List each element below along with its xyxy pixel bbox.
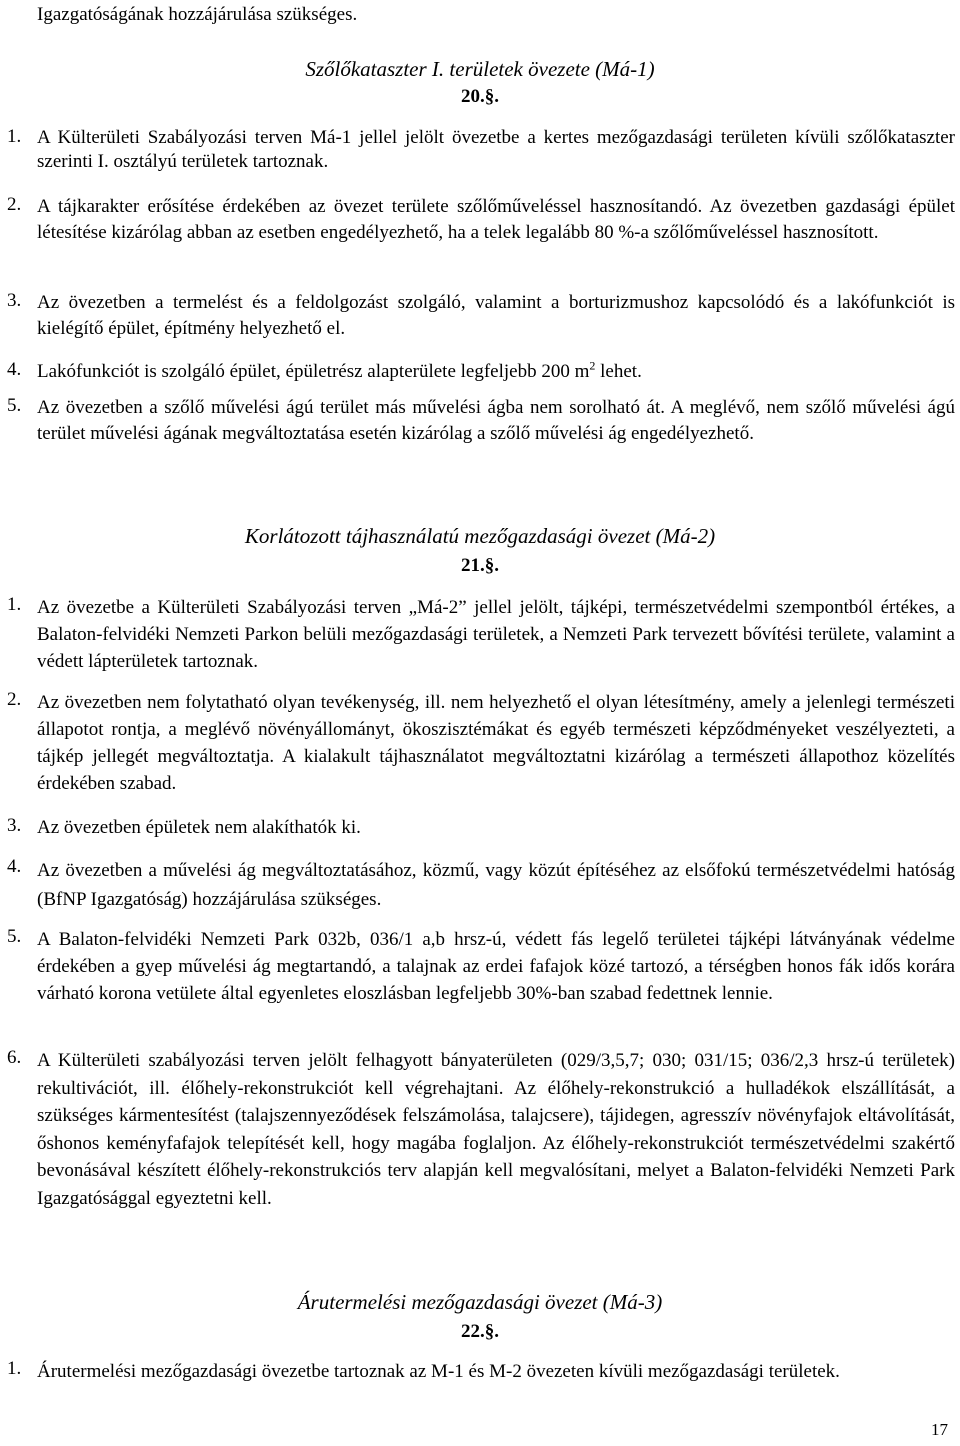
section-title: Korlátozott tájhasználatú mezőgazdasági övezet (Má-2) <box>244 524 716 548</box>
list-item <box>7 395 955 447</box>
item-text: A Külterületi szabályozási terven jelölt felhagyott bányaterületen (029/3,5,7; 030; 031/15; 036/2,3 hrsz-ú területek) rekultivációt, ill. élőhely-rekonstrukciót kell végrehajtani. Az élőhely-rekonstrukció a hulladékok elszállítását, a szükséges kármentesítést (talajszennyeződések felszámolása, talajcsere), tájidegen, agresszív növényfajok eltávolítását, őshonos keményfafajok telepítését kell, hogy magába foglaljon. Az élőhely-rekonstrukciót természetvédelmi szakértő bevonásával készített élőhely-rekonstrukciós terv alapján kell megvalósítani, melyet a Balaton-felvidéki Nemzeti Park Igazgatósággal egyeztetni kell. <box>37 1050 955 1209</box>
item-number: 2. <box>7 689 22 710</box>
item-number: 1. <box>7 594 22 615</box>
list-item <box>7 926 955 1007</box>
item-number: 6. <box>7 1047 22 1068</box>
item-text: Lakófunkciót is szolgáló épület, épületrész alapterülete legfeljebb 200 $m^2$ lehet. <box>37 358 642 382</box>
section-number: 20.§. <box>461 86 499 107</box>
item-text: Az övezetben a művelési ág megváltoztatásához, közmű, vagy közút építéséhez az elsőfokú természetvédelmi hatóság (BfNP Igazgatóság) hozzájárulása szükséges. <box>37 860 955 910</box>
item-text: A Balaton-felvidéki Nemzeti Park 032b, 036/1 a,b hrsz-ú, védett fás legelő területei tájképi látványának védelme érdekében a gyep művelési ág megtartandó, a talajnak az erdei fafajok közé tartozó, a térségben honos fák idős korára várható korona vetülete által egyenletes eloszlásban legfeljebb 30%-ban szabad fedettnek lennie. <box>37 929 955 1004</box>
page-number: 17 <box>931 1420 948 1439</box>
item-number: 1. <box>7 126 22 147</box>
item-text: A tájkarakter erősítése érdekében az övezet területe szőlőműveléssel hasznosítandó. Az övezetben gazdasági épület létesítése kizárólag abban az esetben engedélyezhető, ha a telek legalább 80 %-a szőlőműveléssel hasznosított. <box>37 196 955 243</box>
item-text: Az övezetbe a Külterületi Szabályozási terven „Má-2” jellel jelölt, tájképi, természetvédelmi szempontból értékes, a Balaton-felvidéki Nemzeti Parkon belüli mezőgazdasági területek, a Nemzeti Park tervezett bővítési területe, valamint a védett lápterületek tartoznak. <box>37 597 955 672</box>
continuation-line: Igazgatóságának hozzájárulása szükséges. <box>37 4 358 25</box>
item-text: A Külterületi Szabályozási terven Má-1 jellel jelölt övezetbe a kertes mezőgazdasági területen kívüli szőlőkataszter szerinti I. osztályú területek tartoznak. <box>37 127 955 172</box>
section-number: 22.§. <box>461 1321 499 1342</box>
item-number: 4. <box>7 856 22 877</box>
list-item <box>7 594 955 675</box>
item-number: 3. <box>7 815 22 836</box>
item-number: 3. <box>7 290 22 311</box>
list-item <box>7 1047 955 1212</box>
section-title: Szőlőkataszter I. területek övezete (Má-1) <box>305 57 655 81</box>
list-item <box>7 290 955 342</box>
section-ma1 <box>0 56 960 110</box>
list-item <box>7 856 955 914</box>
item-number: 1. <box>7 1358 22 1379</box>
list-item <box>7 126 955 174</box>
section-number: 21.§. <box>461 555 499 576</box>
item-number: 2. <box>7 194 22 215</box>
superscript: 2 <box>589 358 596 373</box>
item-text: Az övezetben a szőlő művelési ágú terület más művelési ágba nem sorolható át. A meglévő, nem szőlő művelési ágú terület művelési ágának megváltoztatása esetén kizárólag a szőlő művelési ág engedélyezhető. <box>37 397 955 444</box>
item-number: 5. <box>7 395 22 416</box>
list-item <box>7 815 955 841</box>
item-text: Az övezetben a termelést és a feldolgozást szolgáló, valamint a borturizmushoz kapcsolódó és a lakófunkciót is kielégítő épület, építmény helyezhető el. <box>37 292 955 339</box>
item-number: 4. <box>7 359 22 380</box>
item-text: Az övezetben épületek nem alakíthatók ki. <box>37 817 361 838</box>
section-ma2 <box>0 523 960 579</box>
list-item <box>7 194 955 246</box>
item-text: Az övezetben nem folytatható olyan tevékenység, ill. nem helyezhető el olyan létesítmény, amely a jelenlegi természeti állapotot rontja, a meglévő növényállományt, ökoszisztémákat és egyéb természeti képződményeket veszélyezteti, a tájkép jellegét megváltoztatja. A kialakult tájhasználatot megváltoztatni kizárólag a természeti állapothoz közelítés érdekében szabad. <box>37 692 955 794</box>
item-number: 5. <box>7 926 22 947</box>
list-item <box>7 359 955 385</box>
item-text: Árutermelési mezőgazdasági övezetbe tartoznak az M-1 és M-2 övezeten kívüli mezőgazdasági területek. <box>37 1361 840 1382</box>
list-item <box>7 1358 955 1385</box>
section-ma3 <box>0 1289 960 1345</box>
section-title: Árutermelési mezőgazdasági övezet (Má-3) <box>297 1290 663 1314</box>
list-item <box>7 689 955 797</box>
